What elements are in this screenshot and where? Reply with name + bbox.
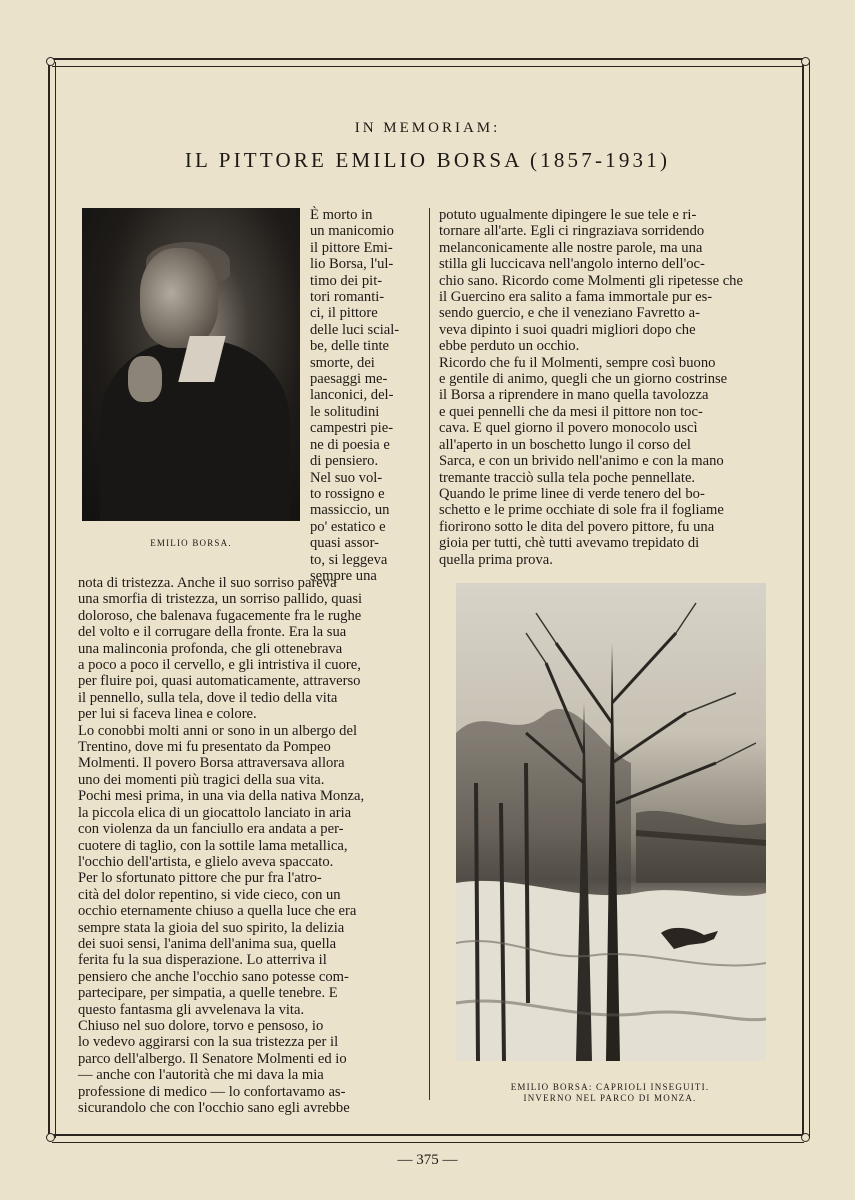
frame-left-rule: [48, 62, 56, 1138]
text-line: uno dei momenti più tragici della sua vita.: [78, 771, 325, 788]
painting-caption-line-2: INVERNO NEL PARCO DI MONZA.: [523, 1093, 697, 1103]
corner-ornament: [46, 1133, 55, 1142]
text-line: po' estatico e: [310, 518, 386, 535]
article-title: IL PITTORE EMILIO BORSA (1857-1931): [184, 148, 671, 172]
text-line: il pennello, sulla tela, dove il tedio della vita: [78, 689, 338, 706]
text-line: Chiuso nel suo dolore, torvo e pensoso, io: [78, 1017, 324, 1034]
text-line: all'aperto in un boschetto lungo il corso del: [439, 436, 691, 453]
text-line: paesaggi me-: [310, 371, 388, 388]
text-line: potuto ugualmente dipingere le sue tele e ri-: [439, 207, 697, 223]
text-line: una smorfia di tristezza, un sorriso pallido, quasi: [78, 591, 363, 608]
text-line: e quei pennelli che da mesi il pittore non toc-: [439, 403, 703, 420]
painting-illustration: [456, 583, 766, 1061]
text-line: massiccio, un: [310, 502, 390, 519]
text-line: con violenza da un fanciullo era andata a per-: [78, 821, 344, 838]
text-line: Molmenti. Il povero Borsa attraversava allora: [78, 755, 345, 772]
text-line: il Borsa a riprendere in mano quella tavolozza: [439, 387, 709, 404]
text-line: Nel suo vol-: [310, 469, 383, 486]
text-line: Lo conobbi molti anni or sono in un albergo del: [78, 722, 357, 739]
text-line: Sarca, e con un brivido nell'animo e con la mano: [439, 453, 724, 470]
portrait-caption: EMILIO BORSA.: [150, 538, 232, 548]
text-line: sempre una: [310, 567, 377, 584]
text-line: lanconici, del-: [310, 387, 394, 404]
text-line: lo vedevo aggirarsi con la sua tristezza per il: [78, 1034, 339, 1051]
text-line: melanconicamente alle nostre parole, ma una: [439, 239, 703, 256]
text-line: timo dei pit-: [310, 272, 383, 289]
text-line: per fluire poi, quasi automaticamente, attraverso: [78, 673, 361, 690]
article-kicker: IN MEMORIAM:: [354, 120, 501, 136]
painting-caption: [440, 1082, 780, 1104]
text-line: sicurandolo che con l'occhio sano egli avrebbe: [78, 1100, 350, 1116]
text-line: a poco a poco il cervello, e gli intristiva il cuore,: [78, 657, 361, 674]
text-line: — anche con l'autorità che mi dava la mia: [78, 1067, 324, 1084]
text-line: questo fantasma gli avvelenava la vita.: [78, 1001, 305, 1018]
text-line: tori romanti-: [310, 289, 385, 306]
text-line: Pochi mesi prima, in una via della nativa Monza,: [78, 788, 365, 805]
painting-caption-line-1: EMILIO BORSA: CAPRIOLI INSEGUITI.: [510, 1082, 710, 1092]
text-line: Ricordo che fu il Molmenti, sempre così buono: [439, 354, 716, 371]
text-line: to rossigno e: [310, 485, 385, 502]
text-line: ci, il pittore: [310, 305, 378, 322]
column-1-narrow-text: [310, 207, 420, 584]
text-line: professione di medico — lo confortavamo as-: [78, 1083, 346, 1100]
column-1-text: [78, 575, 420, 1116]
text-line: le solitudini: [310, 403, 380, 420]
text-line: chio sano. Ricordo come Molmenti gli ripetesse che: [439, 272, 743, 289]
text-line: pensiero che anche l'occhio sano potesse com-: [78, 968, 349, 985]
text-line: tornare all'arte. Egli ci ringraziava sorridendo: [439, 223, 705, 240]
text-line: partecipare, per simpatia, a quelle tenebre. E: [78, 985, 338, 1002]
text-line: sendo guercio, e che il veneziano Favretto a-: [439, 305, 700, 322]
text-line: fiorirono sotto le dita del povero pittore, fu una: [439, 518, 715, 535]
text-line: stilla gli luccicava nell'angolo interno dell'oc-: [439, 256, 705, 273]
text-line: quasi assor-: [310, 535, 380, 552]
text-line: quella prima prova.: [439, 551, 553, 568]
corner-ornament: [801, 57, 810, 66]
text-line: il Guercino era salito a fama immortale pur es-: [439, 289, 713, 306]
text-line: per lui si faceva linea e colore.: [78, 706, 257, 723]
painting-image: [456, 583, 766, 1061]
text-line: dei suoi sensi, l'anima dell'anima sua, quella: [78, 935, 337, 952]
text-line: lio Borsa, l'ul-: [310, 256, 394, 273]
text-line: delle luci scial-: [310, 321, 400, 338]
text-line: doloroso, che balenava fugacemente fra le rughe: [78, 607, 362, 624]
text-line: sempre stata la gioia del suo spirito, la delizia: [78, 919, 345, 936]
text-line: to, si leggeva: [310, 551, 388, 568]
text-line: cuotere di taglio, con la sottile lama metallica,: [78, 837, 348, 854]
text-line: campestri pie-: [310, 420, 394, 437]
text-line: ne di poesia e: [310, 436, 390, 453]
column-divider: [429, 208, 430, 1100]
text-line: Trentino, dove mi fu presentato da Pompeo: [78, 739, 331, 756]
text-line: di pensiero.: [310, 453, 379, 470]
corner-ornament: [801, 1133, 810, 1142]
text-line: e gentile di animo, quegli che un giorno costrinse: [439, 371, 728, 388]
text-line: la piccola elica di un giocattolo lanciato in aria: [78, 804, 352, 821]
text-line: cava. E quel giorno il povero monocolo uscì: [439, 420, 698, 437]
text-line: tremante tracciò sulla tela poche pennellate.: [439, 469, 696, 486]
text-line: ferita fu la sua disperazione. Lo atterriva il: [78, 952, 327, 969]
frame-right-rule: [802, 62, 810, 1138]
text-line: cità del dolor repentino, si vide cieco, con un: [78, 886, 341, 903]
text-line: Per lo sfortunato pittore che pur fra l'atro-: [78, 870, 322, 887]
text-line: veva dipinto i suoi quadri migliori dopo che: [439, 321, 696, 338]
text-line: gioia per tutti, chè tutti avevamo trepidato di: [439, 535, 700, 552]
text-line: È morto in: [310, 207, 373, 223]
text-line: una malinconia profonda, che gli ottenebrava: [78, 640, 343, 657]
text-line: Quando le prime linee di verde tenero del bo-: [439, 485, 705, 502]
text-line: parco dell'albergo. Il Senatore Molmenti ed io: [78, 1050, 347, 1067]
frame-bottom-rule: [52, 1134, 804, 1143]
text-line: schetto e le prime occhiate di sole fra il fogliame: [439, 502, 724, 519]
text-line: nota di tristezza. Anche il suo sorriso pareva: [78, 575, 337, 591]
portrait-photo: [82, 208, 300, 521]
column-2-text: [439, 207, 780, 568]
corner-ornament: [46, 57, 55, 66]
text-line: del volto e il corrugare della fronte. Era la sua: [78, 624, 347, 641]
text-line: l'occhio dell'artista, e glielo aveva spaccato.: [78, 853, 334, 870]
text-line: un manicomio: [310, 223, 394, 240]
page-number: — 375 —: [397, 1152, 458, 1168]
text-line: ebbe perduto un occhio.: [439, 338, 580, 355]
frame-top-rule: [52, 58, 804, 67]
text-line: be, delle tinte: [310, 338, 390, 355]
text-line: il pittore Emi-: [310, 239, 393, 256]
text-line: smorte, dei: [310, 354, 375, 371]
text-line: occhio eternamente chiuso a quella luce che era: [78, 903, 357, 920]
